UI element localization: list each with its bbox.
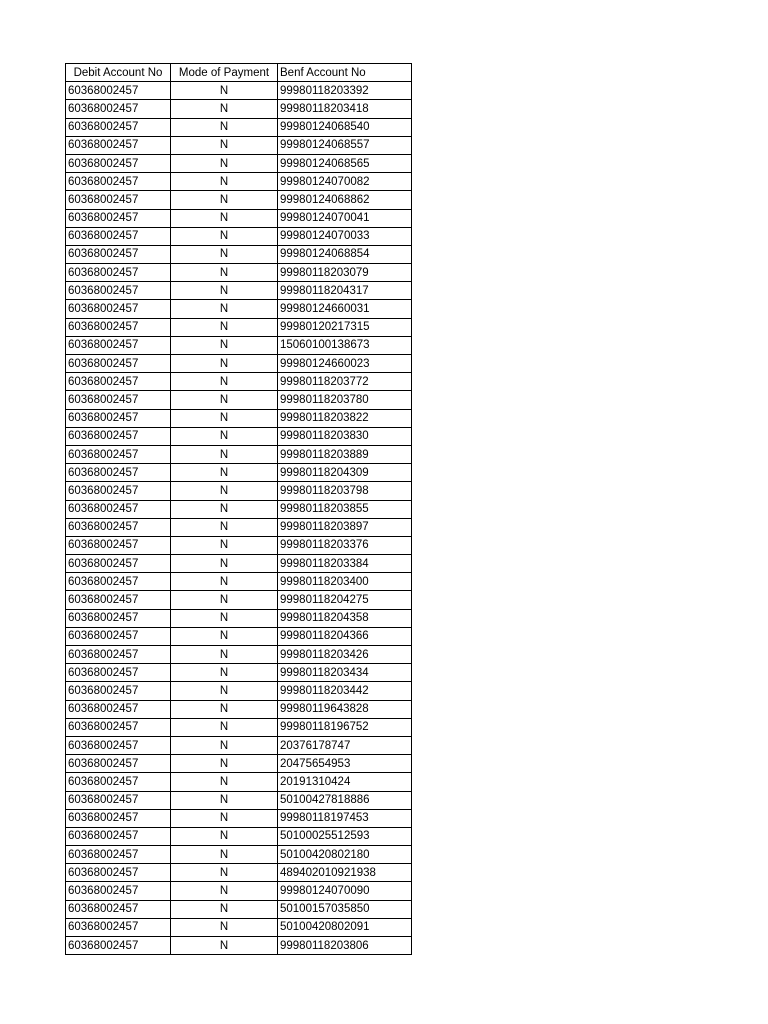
debit-account-cell: 60368002457 [66, 646, 171, 664]
debit-account-cell: 60368002457 [66, 755, 171, 773]
debit-account-cell: 60368002457 [66, 118, 171, 136]
benf-account-cell: 99980124070082 [278, 173, 412, 191]
benf-account-cell: 99980124070041 [278, 209, 412, 227]
benf-account-cell: 50100420802180 [278, 846, 412, 864]
table-row [66, 882, 412, 900]
mode-of-payment-cell: N [171, 555, 278, 573]
table-row [66, 355, 412, 373]
mode-of-payment-cell: N [171, 300, 278, 318]
mode-of-payment-cell: N [171, 536, 278, 554]
mode-of-payment-cell: N [171, 809, 278, 827]
table-row [66, 900, 412, 918]
table-row [66, 154, 412, 172]
debit-account-cell: 60368002457 [66, 700, 171, 718]
benf-account-cell: 20376178747 [278, 736, 412, 754]
benf-account-cell: 99980118203376 [278, 536, 412, 554]
debit-account-cell: 60368002457 [66, 846, 171, 864]
mode-of-payment-cell: N [171, 191, 278, 209]
debit-account-cell: 60368002457 [66, 191, 171, 209]
mode-of-payment-cell: N [171, 627, 278, 645]
table-row [66, 427, 412, 445]
table-row [66, 591, 412, 609]
debit-account-cell: 60368002457 [66, 373, 171, 391]
benf-account-cell: 99980124068557 [278, 136, 412, 154]
debit-account-cell: 60368002457 [66, 336, 171, 354]
debit-account-cell: 60368002457 [66, 900, 171, 918]
table-row [66, 736, 412, 754]
mode-of-payment-cell: N [171, 573, 278, 591]
benf-account-cell: 99980118203830 [278, 427, 412, 445]
debit-account-cell: 60368002457 [66, 736, 171, 754]
mode-of-payment-cell: N [171, 464, 278, 482]
debit-account-cell: 60368002457 [66, 536, 171, 554]
table-row [66, 482, 412, 500]
benf-account-cell: 50100420802091 [278, 918, 412, 936]
benf-account-cell: 99980118203772 [278, 373, 412, 391]
mode-of-payment-cell: N [171, 409, 278, 427]
debit-account-cell: 60368002457 [66, 154, 171, 172]
table-row [66, 445, 412, 463]
table-row [66, 409, 412, 427]
debit-account-cell: 60368002457 [66, 591, 171, 609]
table-row [66, 318, 412, 336]
benf-account-cell: 99980118204309 [278, 464, 412, 482]
mode-of-payment-cell: N [171, 718, 278, 736]
debit-account-cell: 60368002457 [66, 718, 171, 736]
table-row [66, 609, 412, 627]
mode-of-payment-cell: N [171, 864, 278, 882]
debit-account-cell: 60368002457 [66, 609, 171, 627]
debit-account-cell: 60368002457 [66, 464, 171, 482]
benf-account-cell: 99980124068862 [278, 191, 412, 209]
mode-of-payment-cell: N [171, 827, 278, 845]
mode-of-payment-cell: N [171, 136, 278, 154]
benf-account-cell: 99980119643828 [278, 700, 412, 718]
debit-account-cell: 60368002457 [66, 809, 171, 827]
mode-of-payment-cell: N [171, 918, 278, 936]
benf-account-cell: 99980118203392 [278, 82, 412, 100]
table-row [66, 464, 412, 482]
benf-account-cell: 99980120217315 [278, 318, 412, 336]
debit-account-cell: 60368002457 [66, 173, 171, 191]
table-row [66, 209, 412, 227]
benf-account-cell: 99980118204317 [278, 282, 412, 300]
mode-of-payment-cell: N [171, 773, 278, 791]
debit-account-cell: 60368002457 [66, 864, 171, 882]
debit-account-cell: 60368002457 [66, 227, 171, 245]
benf-account-cell: 99980118203426 [278, 646, 412, 664]
table-row [66, 755, 412, 773]
benf-account-cell: 99980118203889 [278, 445, 412, 463]
benf-account-cell: 99980118203384 [278, 555, 412, 573]
benf-account-cell: 99980124068540 [278, 118, 412, 136]
table-row [66, 700, 412, 718]
table-row [66, 136, 412, 154]
table-row [66, 191, 412, 209]
table-row [66, 827, 412, 845]
mode-of-payment-cell: N [171, 100, 278, 118]
benf-account-cell: 99980124070033 [278, 227, 412, 245]
debit-account-cell: 60368002457 [66, 773, 171, 791]
mode-of-payment-cell: N [171, 336, 278, 354]
benf-account-cell: 99980118203442 [278, 682, 412, 700]
benf-account-cell: 99980118204275 [278, 591, 412, 609]
table-row [66, 773, 412, 791]
debit-account-cell: 60368002457 [66, 427, 171, 445]
table-row [66, 918, 412, 936]
mode-of-payment-cell: N [171, 736, 278, 754]
debit-account-cell: 60368002457 [66, 555, 171, 573]
benf-account-cell: 99980124068854 [278, 245, 412, 263]
debit-account-cell: 60368002457 [66, 482, 171, 500]
debit-account-cell: 60368002457 [66, 100, 171, 118]
benf-account-cell: 99980118204366 [278, 627, 412, 645]
mode-of-payment-cell: N [171, 355, 278, 373]
benf-account-cell: 99980118197453 [278, 809, 412, 827]
benf-account-cell: 99980118203806 [278, 937, 412, 955]
debit-account-cell: 60368002457 [66, 791, 171, 809]
table-row [66, 245, 412, 263]
header-mode-of-payment: Mode of Payment [171, 64, 278, 82]
benf-account-cell: 15060100138673 [278, 336, 412, 354]
table-row [66, 646, 412, 664]
mode-of-payment-cell: N [171, 755, 278, 773]
mode-of-payment-cell: N [171, 209, 278, 227]
benf-account-cell: 99980118203418 [278, 100, 412, 118]
debit-account-cell: 60368002457 [66, 627, 171, 645]
header-debit-account-no: Debit Account No [66, 64, 171, 82]
debit-account-cell: 60368002457 [66, 409, 171, 427]
benf-account-cell: 99980118203897 [278, 518, 412, 536]
benf-account-cell: 20191310424 [278, 773, 412, 791]
mode-of-payment-cell: N [171, 646, 278, 664]
benf-account-cell: 99980118203400 [278, 573, 412, 591]
benf-account-cell: 50100157035850 [278, 900, 412, 918]
table-row [66, 373, 412, 391]
benf-account-cell: 99980118204358 [278, 609, 412, 627]
table-row [66, 555, 412, 573]
table-row [66, 282, 412, 300]
mode-of-payment-cell: N [171, 373, 278, 391]
mode-of-payment-cell: N [171, 82, 278, 100]
benf-account-cell: 99980118203798 [278, 482, 412, 500]
mode-of-payment-cell: N [171, 846, 278, 864]
debit-account-cell: 60368002457 [66, 573, 171, 591]
debit-account-cell: 60368002457 [66, 355, 171, 373]
debit-account-cell: 60368002457 [66, 318, 171, 336]
table-row [66, 536, 412, 554]
table-row [66, 518, 412, 536]
mode-of-payment-cell: N [171, 937, 278, 955]
table-body [66, 82, 412, 955]
debit-account-cell: 60368002457 [66, 664, 171, 682]
table-row [66, 664, 412, 682]
benf-account-cell: 99980124068565 [278, 154, 412, 172]
debit-account-cell: 60368002457 [66, 391, 171, 409]
benf-account-cell: 99980118196752 [278, 718, 412, 736]
debit-account-cell: 60368002457 [66, 245, 171, 263]
mode-of-payment-cell: N [171, 900, 278, 918]
table-row [66, 118, 412, 136]
mode-of-payment-cell: N [171, 173, 278, 191]
benf-account-cell: 50100025512593 [278, 827, 412, 845]
table-row [66, 82, 412, 100]
table-row [66, 937, 412, 955]
debit-account-cell: 60368002457 [66, 282, 171, 300]
table-row [66, 846, 412, 864]
mode-of-payment-cell: N [171, 482, 278, 500]
header-benf-account-no: Benf Account No [278, 64, 412, 82]
mode-of-payment-cell: N [171, 518, 278, 536]
benf-account-cell: 99980118203079 [278, 264, 412, 282]
mode-of-payment-cell: N [171, 500, 278, 518]
mode-of-payment-cell: N [171, 682, 278, 700]
debit-account-cell: 60368002457 [66, 682, 171, 700]
mode-of-payment-cell: N [171, 391, 278, 409]
debit-account-cell: 60368002457 [66, 882, 171, 900]
table-row [66, 627, 412, 645]
benf-account-cell: 99980118203780 [278, 391, 412, 409]
debit-account-cell: 60368002457 [66, 82, 171, 100]
table-row [66, 573, 412, 591]
benf-account-cell: 99980118203822 [278, 409, 412, 427]
table-row [66, 718, 412, 736]
mode-of-payment-cell: N [171, 882, 278, 900]
mode-of-payment-cell: N [171, 445, 278, 463]
payment-table [65, 63, 412, 955]
mode-of-payment-cell: N [171, 700, 278, 718]
benf-account-cell: 99980124660031 [278, 300, 412, 318]
table-row [66, 264, 412, 282]
benf-account-cell: 50100427818886 [278, 791, 412, 809]
mode-of-payment-cell: N [171, 791, 278, 809]
table-row [66, 336, 412, 354]
table-row [66, 100, 412, 118]
table-row [66, 682, 412, 700]
mode-of-payment-cell: N [171, 264, 278, 282]
mode-of-payment-cell: N [171, 664, 278, 682]
debit-account-cell: 60368002457 [66, 136, 171, 154]
table-row [66, 300, 412, 318]
table-row [66, 391, 412, 409]
table-row [66, 864, 412, 882]
debit-account-cell: 60368002457 [66, 300, 171, 318]
debit-account-cell: 60368002457 [66, 264, 171, 282]
benf-account-cell: 99980124070090 [278, 882, 412, 900]
table-row [66, 809, 412, 827]
mode-of-payment-cell: N [171, 427, 278, 445]
benf-account-cell: 20475654953 [278, 755, 412, 773]
header-row [66, 64, 412, 82]
benf-account-cell: 99980118203434 [278, 664, 412, 682]
mode-of-payment-cell: N [171, 227, 278, 245]
debit-account-cell: 60368002457 [66, 209, 171, 227]
mode-of-payment-cell: N [171, 118, 278, 136]
debit-account-cell: 60368002457 [66, 518, 171, 536]
table-row [66, 227, 412, 245]
table-row [66, 791, 412, 809]
benf-account-cell: 99980118203855 [278, 500, 412, 518]
debit-account-cell: 60368002457 [66, 500, 171, 518]
table-row [66, 500, 412, 518]
debit-account-cell: 60368002457 [66, 937, 171, 955]
debit-account-cell: 60368002457 [66, 445, 171, 463]
mode-of-payment-cell: N [171, 282, 278, 300]
table-row [66, 173, 412, 191]
mode-of-payment-cell: N [171, 154, 278, 172]
mode-of-payment-cell: N [171, 609, 278, 627]
debit-account-cell: 60368002457 [66, 918, 171, 936]
benf-account-cell: 99980124660023 [278, 355, 412, 373]
debit-account-cell: 60368002457 [66, 827, 171, 845]
benf-account-cell: 489402010921938 [278, 864, 412, 882]
mode-of-payment-cell: N [171, 591, 278, 609]
mode-of-payment-cell: N [171, 245, 278, 263]
mode-of-payment-cell: N [171, 318, 278, 336]
